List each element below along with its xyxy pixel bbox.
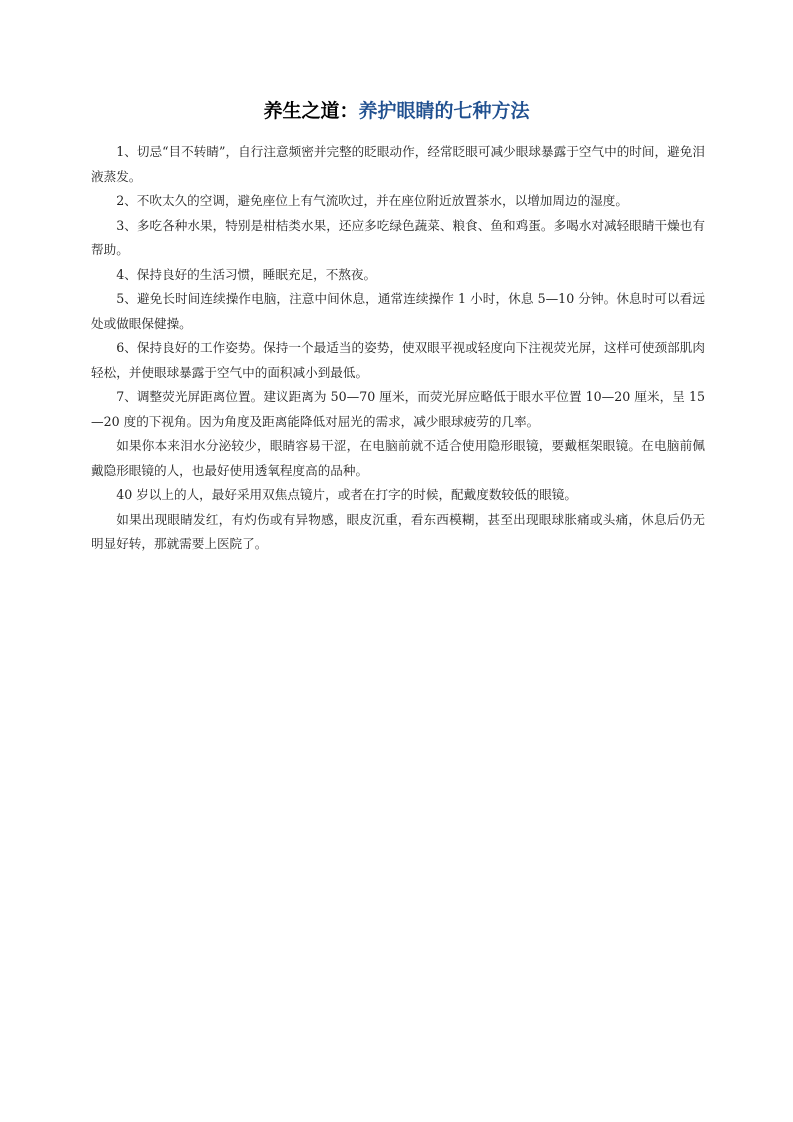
paragraph-tip-6: 6、保持良好的工作姿势。保持一个最适当的姿势，使双眼平视或轻度向下注视荧光屏，这样可使颈部肌肉轻松，并使眼球暴露于空气中的面积减小到最低。	[91, 340, 705, 380]
title-highlight: 养护眼睛的七种方法	[358, 100, 530, 122]
page-title	[0, 97, 793, 125]
paragraph-tip-3: 3、多吃各种水果，特别是柑桔类水果，还应多吃绿色蔬菜、粮食、鱼和鸡蛋。多喝水对减轻眼睛干燥也有帮助。	[91, 217, 705, 257]
article-body	[91, 140, 705, 557]
paragraph-tip-7: 7、调整荧光屏距离位置。建议距离为 50—70 厘米，而荧光屏应略低于眼水平位置 10—20 厘米，呈 15—20 度的下视角。因为角度及距离能降低对屈光的需求，减少眼球疲劳的几率。	[91, 389, 705, 429]
paragraph-see-doctor: 如果出现眼睛发红，有灼伤或有异物感，眼皮沉重，看东西模糊，甚至出现眼球胀痛或头痛，休息后仍无明显好转，那就需要上医院了。	[91, 511, 705, 551]
paragraph-tip-5: 5、避免长时间连续操作电脑，注意中间休息，通常连续操作 1 小时，休息 5—10 分钟。休息时可以看远处或做眼保健操。	[91, 291, 705, 331]
title-prefix: 养生之道：	[263, 100, 359, 122]
paragraph-over-40: 40 岁以上的人，最好采用双焦点镜片，或者在打字的时候，配戴度数较低的眼镜。	[116, 487, 577, 502]
paragraph-tip-4: 4、保持良好的生活习惯，睡眠充足，不熬夜。	[116, 266, 377, 282]
paragraph-tip-1: 1、切忌“目不转睛”，自行注意频密并完整的眨眼动作，经常眨眼可减少眼球暴露于空气中的时间，避免泪液蒸发。	[91, 144, 705, 184]
paragraph-contact-lens: 如果你本来泪水分泌较少，眼睛容易干涩，在电脑前就不适合使用隐形眼镜，要戴框架眼镜。在电脑前佩戴隐形眼镜的人，也最好使用透氧程度高的品种。	[91, 438, 705, 478]
paragraph-tip-2: 2、不吹太久的空调，避免座位上有气流吹过，并在座位附近放置茶水，以增加周边的湿度。	[116, 193, 628, 208]
